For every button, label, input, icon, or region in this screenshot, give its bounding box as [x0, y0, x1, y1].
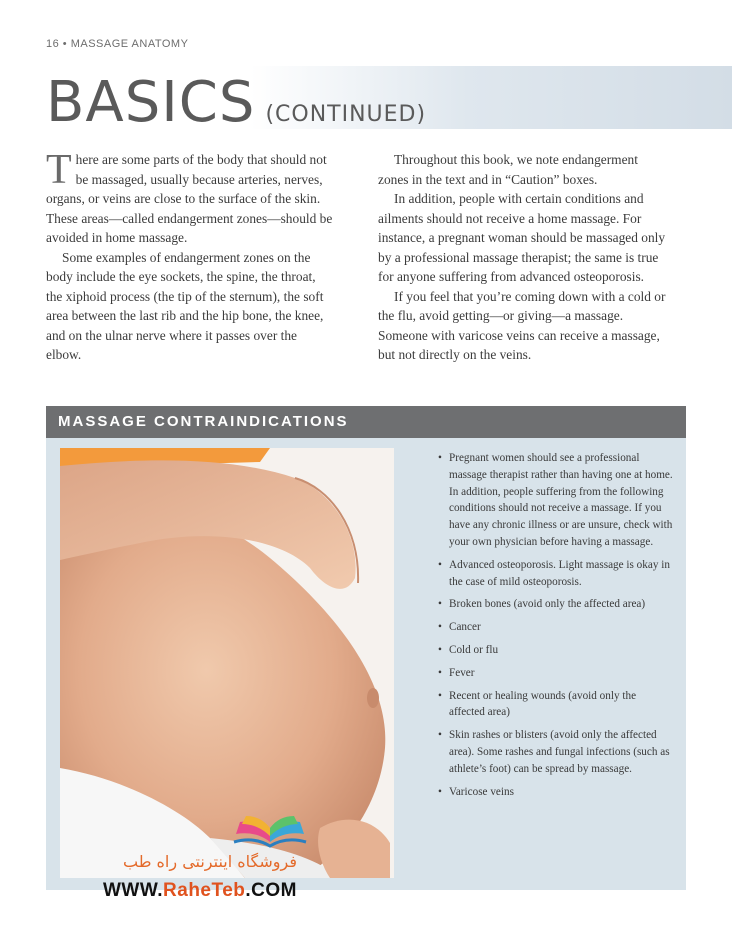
list-item: • Pregnant women should see a professional massage therapist rather than having one at home. In addition, people suffering from the following conditions should not receive a massage. If you have any chronic illness or are unsure, check with your own physician before having a massage. — [438, 450, 674, 551]
running-head: 16 • MASSAGE ANATOMY — [46, 38, 189, 50]
title-sub: (CONTINUED) — [265, 102, 427, 127]
list-item: • Cold or flu — [438, 642, 674, 659]
body-column-2 — [378, 150, 666, 365]
list-item: • Cancer — [438, 619, 674, 636]
drop-cap: T — [46, 147, 72, 193]
list-item: • Broken bones (avoid only the affected area) — [438, 596, 674, 613]
list-item: • Advanced osteoporosis. Light massage is okay in the case of mild osteoporosis. — [438, 557, 674, 591]
list-item: • Recent or healing wounds (avoid only the affected area) — [438, 688, 674, 722]
url-suffix: .COM — [245, 880, 297, 901]
paragraph: In addition, people with certain conditions and ailments should not receive a home massage. For instance, a pregnant woman should be massaged only by a professional massage therapist; the same is true for anyone suffering from advanced osteoporosis. — [378, 191, 666, 284]
list-item: • Skin rashes or blisters (avoid only the affected area). Some rashes and fungal infections (such as athlete’s foot) can be spread by massage. — [438, 727, 674, 777]
watermark — [80, 812, 340, 912]
contraindications-list — [438, 450, 674, 806]
page-title — [46, 70, 426, 135]
watermark-persian-text: فروشگاه اینترنتی راه طب — [123, 852, 297, 871]
url-brand: RaheTeb — [163, 880, 246, 901]
list-item: • Fever — [438, 665, 674, 682]
body-column-1 — [46, 147, 334, 365]
list-item: • Varicose veins — [438, 784, 674, 801]
paragraph-text: here are some parts of the body that should not be massaged, usually because arteries, nerves, organs, or veins are close to the surface of the skin. These areas—called endangerment zones—should be avoided in home massage. — [46, 152, 333, 245]
title-main: BASICS — [46, 70, 256, 135]
url-prefix: WWW. — [103, 880, 164, 901]
paragraph: If you feel that you’re coming down with a cold or the flu, avoid getting—or giving—a massage. Someone with varicose veins can receive a massage, but not directly on the veins. — [378, 288, 666, 362]
books-logo-icon — [230, 812, 310, 852]
sidebar-title: MASSAGE CONTRAINDICATIONS — [46, 406, 686, 438]
watermark-url — [80, 880, 320, 902]
paragraph: Some examples of endangerment zones on the body include the eye sockets, the spine, the throat, the xiphoid process (the tip of the sternum), the soft area between the last rib and the hip bone, the knee, and on the ulnar nerve where it passes over the elbow. — [46, 249, 324, 362]
paragraph — [46, 147, 334, 248]
paragraph: Throughout this book, we note endangerment zones in the text and in “Caution” boxes. — [378, 152, 638, 187]
